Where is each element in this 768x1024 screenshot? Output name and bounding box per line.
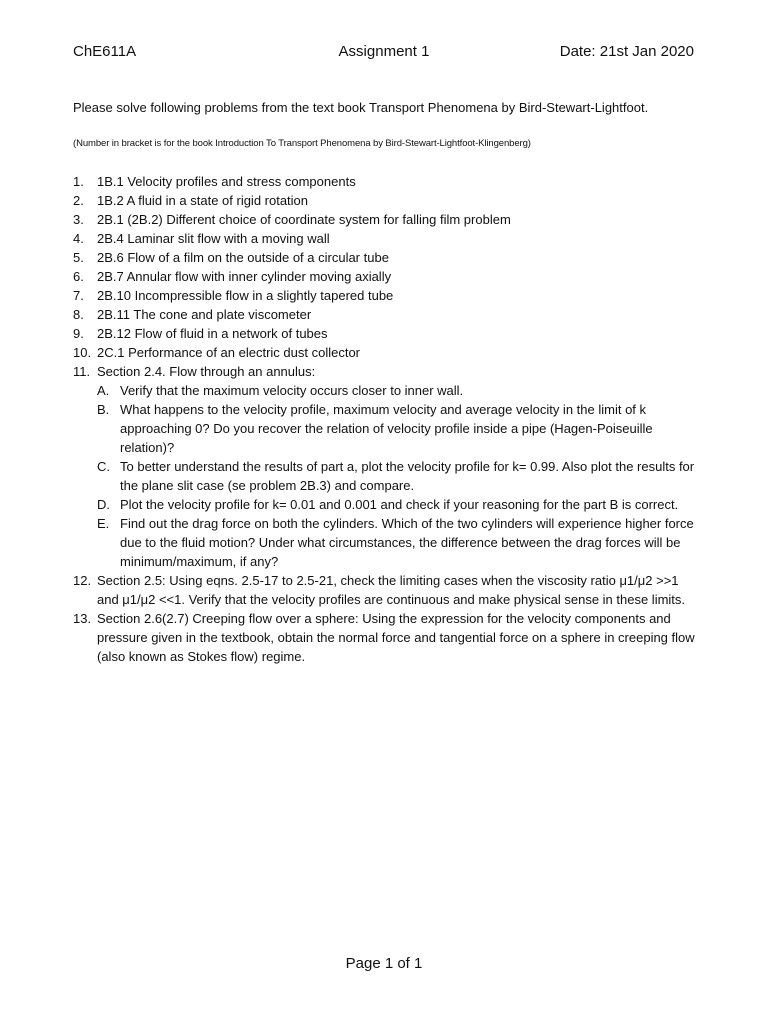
list-item: [73, 229, 701, 248]
list-item: [73, 305, 701, 324]
subpart-text: What happens to the velocity profile, maximum velocity and average velocity in the limit of k approaching 0? Do you recover the relation of velocity profile inside a pipe (Hagen-Poiseuille relation)?: [120, 402, 653, 455]
header-course: ChE611A: [73, 43, 137, 60]
list-item: [73, 362, 701, 381]
list-item: [73, 609, 701, 666]
subpart-item: [97, 381, 701, 400]
list-item: [73, 191, 701, 210]
subpart-letter: A.: [97, 383, 110, 398]
list-item: [73, 324, 701, 343]
item-text: 2B.7 Annular flow with inner cylinder moving axially: [97, 269, 392, 284]
item-text: 2C.1 Performance of an electric dust collector: [97, 345, 361, 360]
header-date: Date: 21st Jan 2020: [559, 43, 694, 60]
item-number: 1.: [73, 174, 84, 189]
item-number: 10.: [73, 345, 92, 360]
subpart-letter: B.: [97, 402, 110, 417]
subpart-item: [97, 495, 701, 514]
item-text: 1B.2 A fluid in a state of rigid rotation: [97, 193, 309, 208]
item-text: 2B.10 Incompressible flow in a slightly tapered tube: [97, 288, 394, 303]
item-number: 13.: [73, 611, 92, 626]
item-number: 2.: [73, 193, 84, 208]
item-number: 3.: [73, 212, 84, 227]
subpart-text: Find out the drag force on both the cylinders. Which of the two cylinders will experience higher force due to the fluid motion? Under what circumstances, the difference between the drag forces will be minimum/maximum, if any?: [120, 516, 694, 569]
subpart-item: [97, 400, 701, 457]
item-number: 11.: [73, 364, 91, 379]
subpart-letter: D.: [97, 497, 110, 512]
item-number: 12.: [73, 573, 92, 588]
page-footer: Page 1 of 1: [345, 955, 423, 972]
item-number: 6.: [73, 269, 84, 284]
list-item: [73, 267, 701, 286]
item-number: 7.: [73, 288, 84, 303]
list-item: [73, 210, 701, 229]
item-text: 2B.4 Laminar slit flow with a moving wall: [97, 231, 330, 246]
item-text: 2B.12 Flow of fluid in a network of tubes: [97, 326, 328, 341]
item-text: 1B.1 Velocity profiles and stress components: [97, 174, 356, 189]
item-text: Section 2.5: Using eqns. 2.5-17 to 2.5-21, check the limiting cases when the viscosity ratio μ1/μ2 >>1 and μ1/μ2 <<1. Verify that the velocity profiles are continuous and make physical sense in these limits.: [97, 573, 686, 607]
subpart-text: To better understand the results of part a, plot the velocity profile for k= 0.99. Also plot the results for the plane slit case (se problem 2B.3) and compare.: [120, 459, 695, 493]
subpart-text: Verify that the maximum velocity occurs closer to inner wall.: [120, 383, 464, 398]
item-text: 2B.11 The cone and plate viscometer: [97, 307, 312, 322]
subpart-letter: E.: [97, 516, 110, 531]
item-number: 9.: [73, 326, 84, 341]
subpart-text: Plot the velocity profile for k= 0.01 and 0.001 and check if your reasoning for the part B is correct.: [120, 497, 679, 512]
subpart-item: [97, 457, 701, 495]
item-text: 2B.1 (2B.2) Different choice of coordinate system for falling film problem: [97, 212, 511, 227]
problem-list: [73, 172, 701, 666]
list-item: [73, 571, 701, 609]
subpart-item: [97, 514, 701, 571]
header-title: Assignment 1: [338, 43, 430, 60]
list-item: [73, 248, 701, 267]
subpart-letter: C.: [97, 459, 110, 474]
item-text: Section 2.4. Flow through an annulus:: [97, 364, 316, 379]
list-item: [73, 343, 701, 362]
item-text: 2B.6 Flow of a film on the outside of a circular tube: [97, 250, 389, 265]
item-number: 8.: [73, 307, 84, 322]
list-item: [73, 286, 701, 305]
item-text: Section 2.6(2.7) Creeping flow over a sphere: Using the expression for the velocity components and pressure given in the textbook, obtain the normal force and tangential force on a sphere in creeping flow (also known as Stokes flow) regime.: [97, 611, 695, 664]
item-number: 4.: [73, 231, 84, 246]
list-item: [73, 172, 701, 191]
book-note: (Number in bracket is for the book Introduction To Transport Phenomena by Bird-Stewart-Lightfoot-Klingenberg): [73, 138, 531, 149]
item-number: 5.: [73, 250, 84, 265]
intro-paragraph: Please solve following problems from the text book Transport Phenomena by Bird-Stewart-Lightfoot.: [73, 100, 649, 115]
